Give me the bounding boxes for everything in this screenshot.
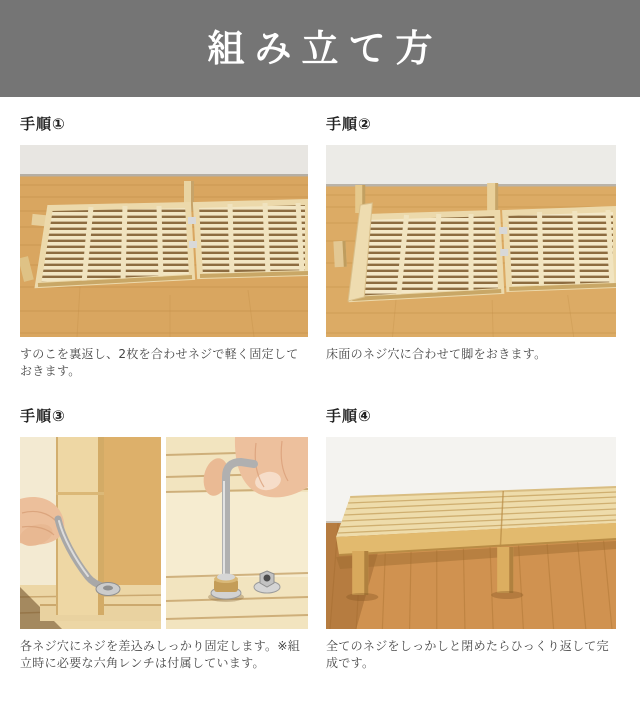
step-2-caption: 床面のネジ穴に合わせて脚をおきます。 bbox=[326, 347, 547, 361]
step-3-photo bbox=[20, 437, 308, 629]
right-closeup bbox=[166, 437, 308, 629]
left-closeup bbox=[20, 437, 163, 629]
step-4-photo bbox=[326, 437, 616, 629]
wall bbox=[20, 145, 308, 175]
step-3-caption: 各ネジ穴にネジを差込みしっかり固定します。※組立時に必要な六角レンチは付属しています。 bbox=[20, 639, 300, 670]
washer-bolt-left bbox=[96, 583, 120, 596]
slat-board-face bbox=[166, 492, 308, 577]
hex-wrench-closeup-illustration bbox=[20, 437, 308, 629]
page-header bbox=[0, 0, 640, 97]
step-4-block bbox=[326, 389, 616, 672]
step-2-label: 手順② bbox=[326, 115, 372, 133]
step-1-photo bbox=[20, 145, 308, 337]
slat-panel-right bbox=[505, 209, 616, 289]
slats-upside-down-illustration bbox=[20, 145, 308, 337]
slat-panel-left bbox=[348, 203, 501, 301]
completed-bed-illustration bbox=[326, 437, 616, 629]
wall bbox=[326, 145, 616, 185]
step-3-label: 手順③ bbox=[20, 407, 66, 425]
step-3-block bbox=[20, 389, 308, 672]
page-title: 組み立て方 bbox=[207, 27, 443, 70]
slat-panel-right bbox=[196, 202, 308, 276]
step-4-caption: 全てのネジをしっかしと閉めたらひっくり返して完成です。 bbox=[326, 639, 609, 670]
step-1-block bbox=[20, 97, 308, 380]
standing-leg-front-left bbox=[333, 241, 346, 268]
step-2-photo bbox=[326, 145, 616, 337]
step-1-caption: すのこを裏返し、2枚を合わせネジで軽く固定しておきます。 bbox=[20, 347, 299, 378]
photo-divider bbox=[161, 437, 166, 629]
step-2-block bbox=[326, 97, 616, 363]
legs-placed-illustration bbox=[326, 145, 616, 337]
slat-panel-left bbox=[38, 205, 192, 285]
step-1-label: 手順① bbox=[20, 115, 66, 133]
step-4-label: 手順④ bbox=[326, 407, 372, 425]
